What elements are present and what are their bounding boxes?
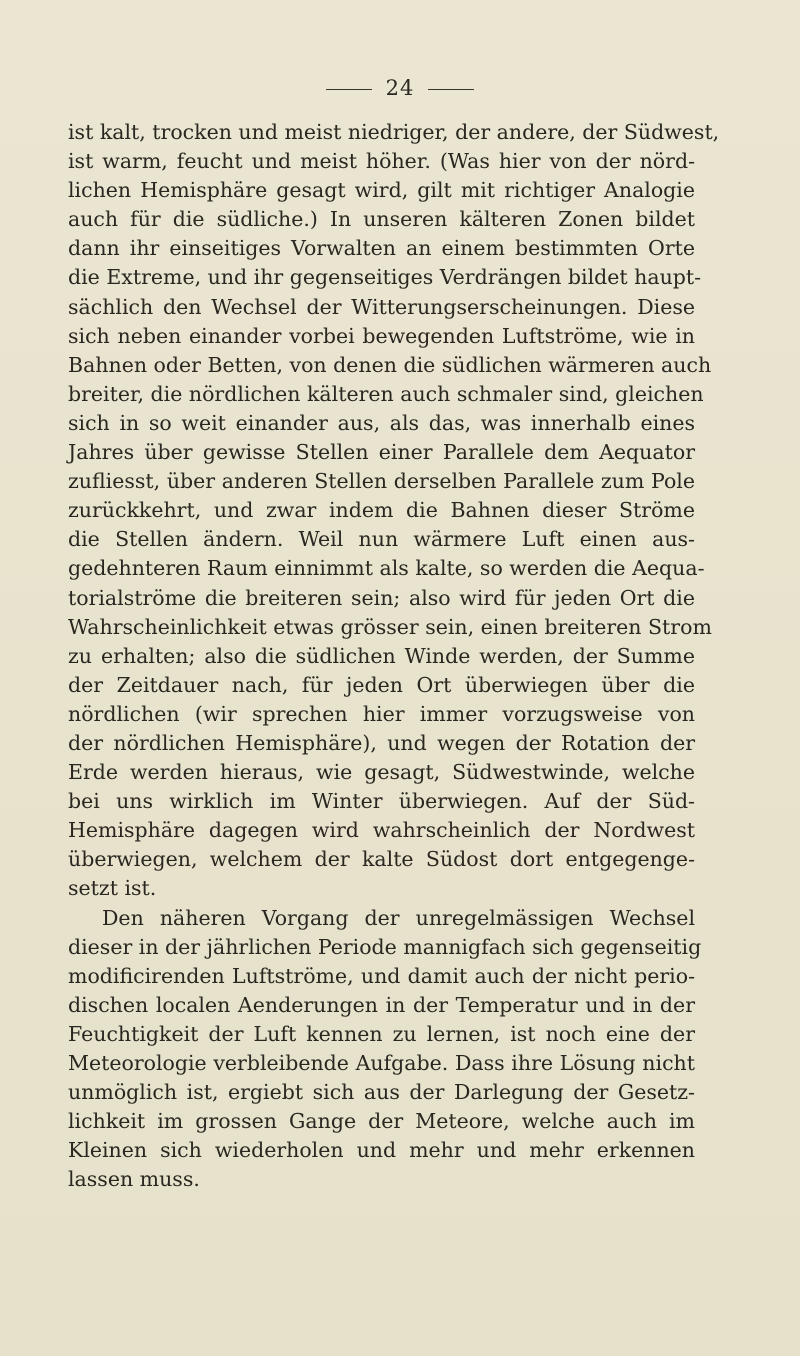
text-line: Hemisphäre dagegen wird wahrscheinlich der Nordwest (68, 818, 695, 843)
text-line: modificirenden Luftströme, und damit auch der nicht perio- (68, 963, 695, 988)
text-line: der nördlichen Hemisphäre), und wegen der Rotation der (68, 730, 695, 755)
text-line: Erde werden hieraus, wie gesagt, Südwestwinde, welche (68, 760, 695, 785)
text-line: Meteorologie verbleibende Aufgabe. Dass ihre Lösung nicht (68, 1051, 695, 1075)
page-header (0, 76, 800, 100)
text-line: sich in so weit einander aus, als das, was innerhalb eines (68, 410, 695, 435)
text-line: dischen localen Aenderungen in der Temperatur und in der (68, 992, 695, 1017)
text-line: zufliesst, über anderen Stellen derselben Parallele zum Pole (68, 469, 695, 494)
header-rule-right (428, 89, 474, 90)
header-rule-left (326, 89, 372, 90)
text-line: sich neben einander vorbei bewegenden Luftströme, wie in (68, 323, 695, 348)
text-line: zu erhalten; also die südlichen Winde werden, der Summe (68, 643, 695, 668)
text-line: dann ihr einseitiges Vorwalten an einem bestimmten Orte (68, 236, 695, 261)
text-line: Wahrscheinlichkeit etwas grösser sein, einen breiteren Strom (68, 614, 712, 639)
text-line: die Stellen ändern. Weil nun wärmere Luft einen aus- (68, 527, 695, 552)
text-line: unmöglich ist, ergiebt sich aus der Darlegung der Gesetz- (68, 1080, 695, 1105)
text-line: lichen Hemisphäre gesagt wird, gilt mit richtiger Analogie (68, 178, 695, 203)
text-line: bei uns wirklich im Winter überwiegen. Auf der Süd- (68, 789, 695, 814)
paragraph-2 (68, 904, 702, 1195)
text-line: ist warm, feucht und meist höher. (Was hier von der nörd- (68, 149, 695, 174)
text-line: zurückkehrt, und zwar indem die Bahnen dieser Ströme (68, 498, 695, 523)
text-line: lichkeit im grossen Gange der Meteore, welche auch im (68, 1109, 695, 1134)
text-line: dieser in der jährlichen Periode mannigfach sich gegenseitig (68, 934, 702, 959)
text-line: Bahnen oder Betten, von denen die südlichen wärmeren auch (68, 352, 712, 377)
text-line: sächlich den Wechsel der Witterungserscheinungen. Diese (68, 294, 695, 319)
text-line: die Extreme, und ihr gegenseitiges Verdrängen bildet haupt- (68, 265, 702, 290)
text-line: torialströme die breiteren sein; also wird für jeden Ort die (68, 585, 695, 610)
text-line: nördlichen (wir sprechen hier immer vorzugsweise von (68, 701, 695, 726)
body-text (68, 118, 720, 1194)
text-line: lassen muss. (68, 1167, 200, 1192)
text-line: gedehnteren Raum einnimmt als kalte, so werden die Aequa- (68, 556, 705, 581)
text-line: ist kalt, trocken und meist niedriger, der andere, der Südwest, (68, 120, 720, 144)
text-line: setzt ist. (68, 876, 157, 901)
text-line: Den näheren Vorgang der unregelmässigen Wechsel (102, 905, 695, 930)
text-line: breiter, die nördlichen kälteren auch schmaler sind, gleichen (68, 381, 704, 406)
text-line: Jahres über gewisse Stellen einer Parallele dem Aequator (68, 440, 695, 465)
text-line: Feuchtigkeit der Luft kennen zu lernen, ist noch eine der (68, 1021, 695, 1046)
text-line: auch für die südliche.) In unseren kälteren Zonen bildet (68, 207, 695, 232)
text-line: der Zeitdauer nach, für jeden Ort überwiegen über die (68, 672, 695, 697)
page-number: 24 (385, 76, 415, 100)
text-line: Kleinen sich wiederholen und mehr und mehr erkennen (68, 1138, 695, 1163)
text-line: überwiegen, welchem der kalte Südost dort entgegenge- (68, 847, 695, 872)
paragraph-1 (68, 118, 720, 904)
